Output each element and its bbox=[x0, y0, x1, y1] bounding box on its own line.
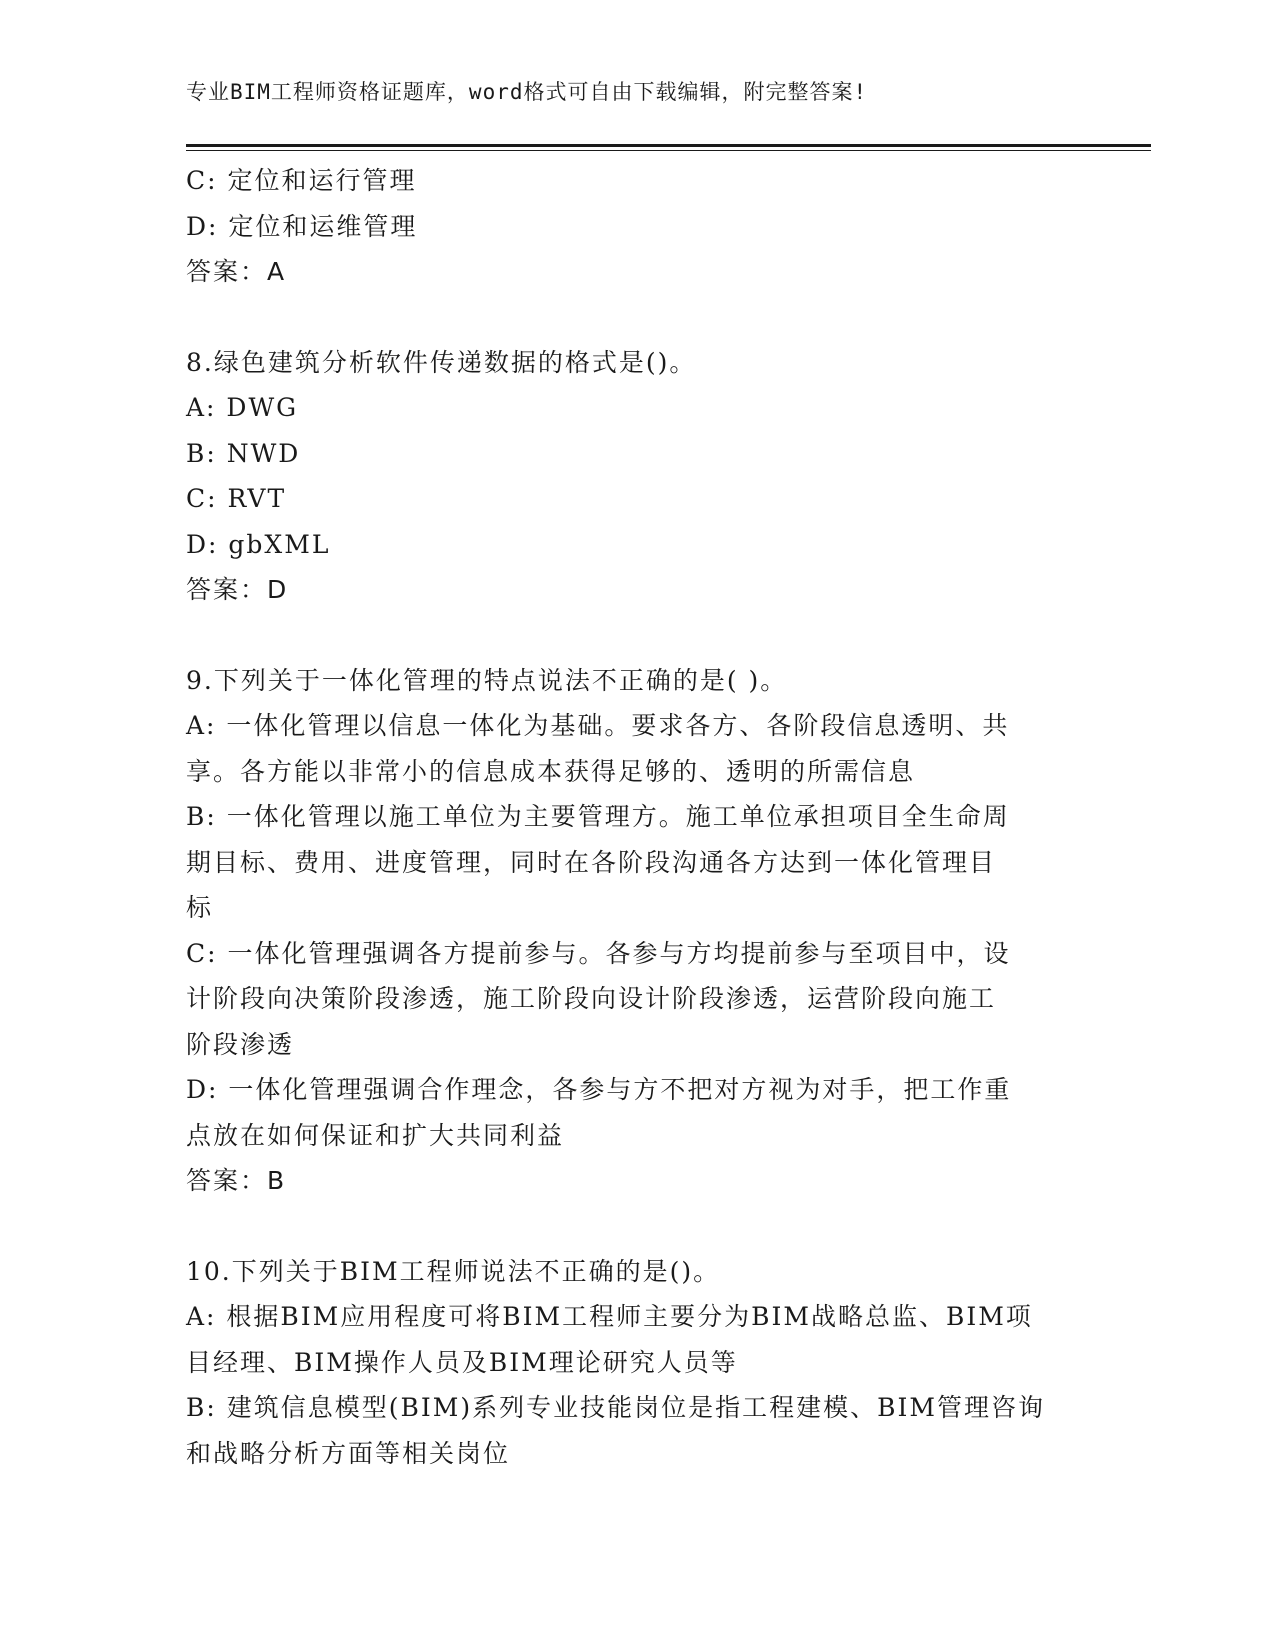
answer-line: 答案：D bbox=[186, 575, 289, 604]
option-a: A: DWG bbox=[186, 393, 299, 422]
option-c-line-1: C: 一体化管理强调各方提前参与。各参与方均提前参与至项目中，设 bbox=[186, 938, 1011, 968]
question-9 bbox=[186, 658, 1086, 1204]
option-a-line-2: 目经理、BIM操作人员及BIM理论研究人员等 bbox=[186, 1347, 738, 1377]
option-b: B: NWD bbox=[186, 438, 301, 468]
question-stem: 9.下列关于一体化管理的特点说法不正确的是( )。 bbox=[186, 665, 788, 695]
option-d-line-1: D: 一体化管理强调合作理念，各参与方不把对方视为对手，把工作重 bbox=[186, 1075, 1012, 1104]
question-8 bbox=[186, 340, 1086, 613]
option-b-line-3: 标 bbox=[186, 893, 214, 922]
option-a-line-1: A: 一体化管理以信息一体化为基础。要求各方、各阶段信息透明、共 bbox=[186, 711, 1010, 740]
question-content bbox=[186, 158, 1086, 1476]
option-b-line-2: 和战略分析方面等相关岗位 bbox=[186, 1438, 511, 1468]
page-header: 专业BIM工程师资格证题库，word格式可自由下载编辑，附完整答案! bbox=[186, 80, 868, 104]
answer-line: 答案：A bbox=[186, 257, 287, 286]
header-rule-thick bbox=[186, 144, 1151, 147]
header-rule-thin bbox=[186, 150, 1151, 151]
question-stem: 8.绿色建筑分析软件传递数据的格式是()。 bbox=[186, 347, 697, 377]
option-b-line-2: 期目标、费用、进度管理，同时在各阶段沟通各方达到一体化管理目 bbox=[186, 847, 997, 877]
option-d-line-2: 点放在如何保证和扩大共同利益 bbox=[186, 1120, 565, 1150]
answer-line: 答案：B bbox=[186, 1166, 287, 1195]
question-stem: 10.下列关于BIM工程师说法不正确的是()。 bbox=[186, 1256, 721, 1286]
option-a-line-2: 享。各方能以非常小的信息成本获得足够的、透明的所需信息 bbox=[186, 756, 916, 786]
option-d: D: gbXML bbox=[186, 529, 331, 559]
question-7 bbox=[186, 158, 1086, 295]
option-b-line-1: B: 一体化管理以施工单位为主要管理方。施工单位承担项目全生命周 bbox=[186, 802, 1010, 831]
option-a-line-1: A: 根据BIM应用程度可将BIM工程师主要分为BIM战略总监、BIM项 bbox=[186, 1302, 1033, 1331]
option-d: D: 定位和运维管理 bbox=[186, 211, 418, 241]
option-c: C: 定位和运行管理 bbox=[186, 166, 417, 195]
option-c-line-2: 计阶段向决策阶段渗透，施工阶段向设计阶段渗透，运营阶段向施工 bbox=[186, 984, 997, 1013]
option-c: C: RVT bbox=[186, 484, 287, 513]
option-c-line-3: 阶段渗透 bbox=[186, 1029, 295, 1059]
option-b-line-1: B: 建筑信息模型(BIM)系列专业技能岗位是指工程建模、BIM管理咨询 bbox=[186, 1393, 1045, 1422]
question-10 bbox=[186, 1249, 1086, 1477]
